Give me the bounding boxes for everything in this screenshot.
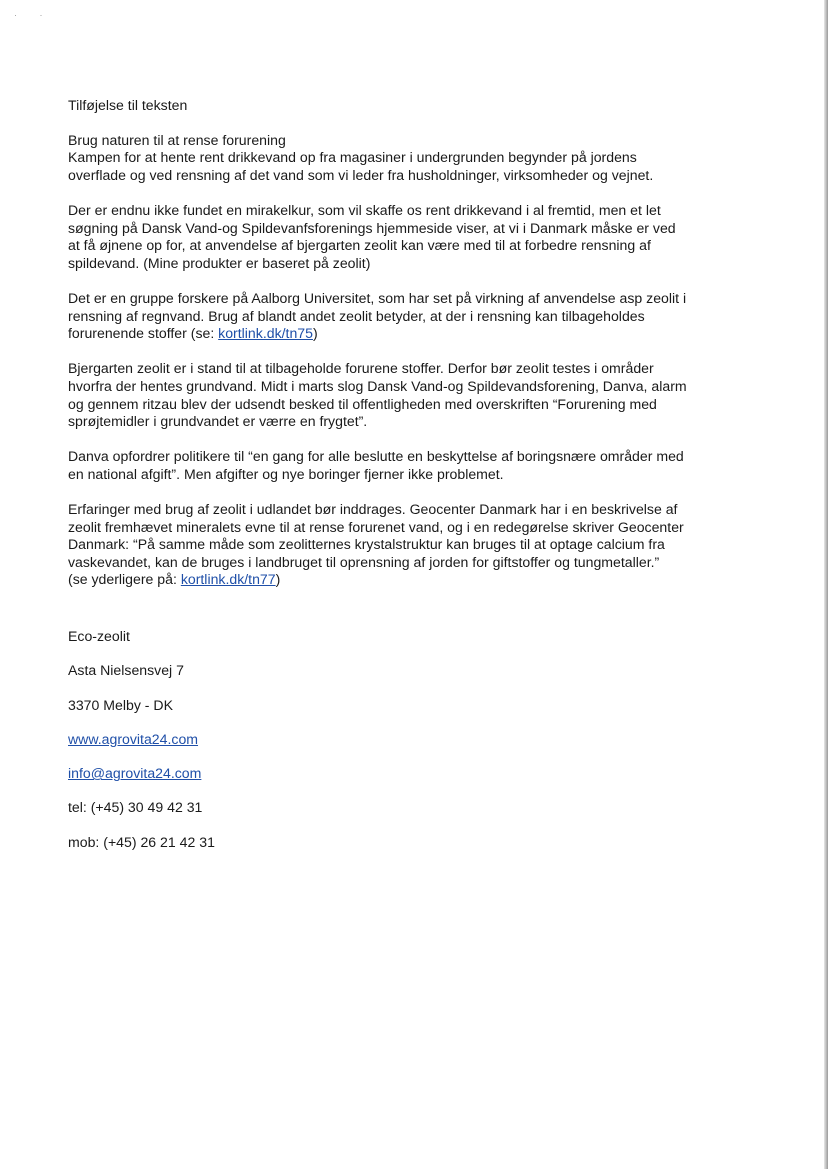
link-prefix: (se yderligere på:	[68, 571, 181, 588]
paragraph-line: en national afgift”. Men afgifter og nye boringer fjerner ikke problemet.	[68, 465, 504, 482]
contact-block	[68, 628, 215, 868]
link-suffix: )	[275, 571, 281, 588]
paragraph-line-with-link	[68, 325, 768, 343]
paragraph-2	[68, 202, 768, 272]
paragraph-1	[68, 132, 768, 185]
email-link[interactable]: info@agrovita24.com	[68, 765, 202, 782]
kortlink-tn75-link[interactable]: kortlink.dk/tn75	[218, 325, 313, 342]
paragraph-6	[68, 501, 768, 589]
website-row	[68, 731, 215, 765]
paragraph-line: søgning på Dansk Vand-og Spildevanfsforenings hjemmeside viser, at vi i Danmark måske er ved	[68, 219, 676, 236]
paragraph-line: sprøjtemidler i grundvandet er værre en frygtet”.	[68, 413, 368, 430]
phone-number: tel: (+45) 30 49 42 31	[68, 799, 203, 816]
mobile-number: mob: (+45) 26 21 42 31	[68, 833, 215, 850]
paragraph-3	[68, 290, 768, 343]
paragraph-4	[68, 360, 768, 430]
paragraph-line: og gennem ritzau blev der udsendt besked til offentligheden med overskriften “Forurening med	[68, 395, 657, 412]
paragraph-line: hvorfra der hentes grundvand. Midt i marts slog Dansk Vand-og Spildevandsforening, Danva, alarm	[68, 377, 687, 394]
city-address: 3370 Melby - DK	[68, 696, 173, 713]
paragraph-line: Danmark: “På samme måde som zeolitternes krystalstruktur kan bruges til at optage calcium fra	[68, 536, 665, 553]
paragraph-line: Erfaringer med brug af zeolit i udlandet bør inddrages. Geocenter Danmark har i en beskrivelse af	[68, 501, 678, 518]
paragraph-line: Der er endnu ikke fundet en mirakelkur, som vil skaffe os rent drikkevand i al fremtid, men et let	[68, 201, 661, 218]
link-prefix: forurenende stoffer (se:	[68, 325, 219, 342]
paragraph-line: Bjergarten zeolit er i stand til at tilbageholde forurene stoffer. Derfor bør zeolit testes i områder	[68, 360, 654, 377]
paragraph-5	[68, 448, 768, 483]
paragraph-line: Kampen for at hente rent drikkevand op fra magasiner i undergrunden begynder på jordens	[68, 149, 637, 166]
paragraph-line: spildevand. (Mine produkter er baseret på zeolit)	[68, 254, 371, 271]
paragraph-line: zeolit fremhævet mineralets evne til at rense forurenet vand, og i en redegørelse skriver Geocenter	[68, 518, 684, 535]
paragraph-line: rensning af regnvand. Brug af blandt andet zeolit betyder, at der i rensning kan tilbageholdes	[68, 307, 645, 324]
link-suffix: )	[312, 325, 318, 342]
paragraph-line: overflade og ved rensning af det vand som vi leder fra husholdninger, virksomheder og vejnet.	[68, 166, 654, 183]
document-body	[68, 97, 768, 607]
paragraph-line: at få øjnene op for, at anvendelse af bjergarten zeolit kan være med til at forbedre rensning af	[68, 237, 651, 254]
paragraph-line: vaskevandet, kan de bruges i landbruget til oprensning af jorden for giftstoffer og tungmetaller.”	[68, 553, 660, 570]
paragraph-line-with-link	[68, 571, 768, 589]
scan-edge-shadow	[824, 0, 828, 1169]
website-link[interactable]: www.agrovita24.com	[68, 730, 199, 747]
paragraph-line: Brug naturen til at rense forurening	[68, 131, 286, 148]
scan-corner-mark: · ·	[14, 10, 53, 20]
paragraph-line: Danva opfordrer politikere til “en gang for alle beslutte en beskyttelse af boringsnære områder med	[68, 448, 684, 465]
paragraph-line: Det er en gruppe forskere på Aalborg Universitet, som har set på virkning af anvendelse asp zeolit i	[68, 289, 687, 306]
kortlink-tn77-link[interactable]: kortlink.dk/tn77	[180, 571, 276, 588]
street-address: Asta Nielsensvej 7	[68, 662, 184, 679]
document-heading: Tilføjelse til teksten	[68, 97, 188, 113]
company-name: Eco-zeolit	[68, 628, 130, 644]
email-row	[68, 765, 215, 799]
